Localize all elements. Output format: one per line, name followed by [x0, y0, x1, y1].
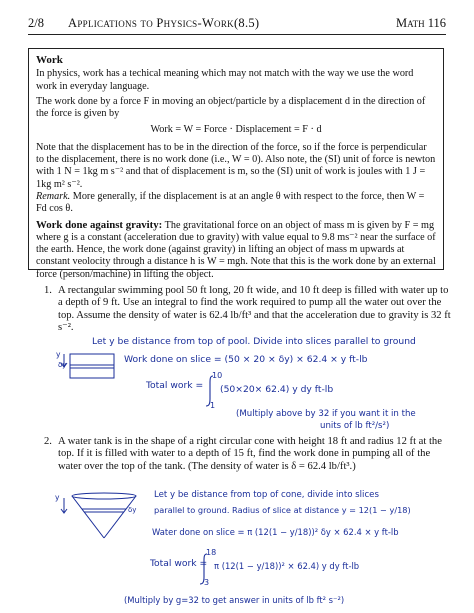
box-remark: [36, 191, 436, 216]
work-formula: Work = W = Force · Displacement = F · d: [150, 124, 322, 136]
work-definition-box: [28, 48, 444, 280]
course-label: Math 116: [395, 16, 446, 30]
page-header: [28, 14, 446, 35]
gravity-text: The gravitational force on an object of mass m is given by F = mg where g is a constant (acceleration due to gravity) with value equal to 9.8 ms⁻² near the surface of the earth. Hence, the work done (against gravity) in lifting an object of mass m upwards at constant veolocity through a distance h is W = mgh. Note that this is the work done by an external force (person/machine) in lifting the object.: [36, 219, 436, 280]
problem-2-number: 2.: [44, 436, 52, 447]
hw1-setup: Let y be distance from top of pool. Divide into slices parallel to ground: [92, 336, 416, 347]
problem-1-number: 1.: [44, 285, 52, 296]
remark-label: Remark.: [36, 190, 71, 202]
hw2-integral-upper: 18: [206, 548, 217, 557]
cone-sketch: [56, 490, 142, 542]
page-title: Applications to Physics-Work(8.5): [68, 16, 260, 30]
hw2-radius: parallel to ground. Radius of slice at distance y = 12(1 − y/18): [154, 505, 411, 515]
hw1-integral-lower: 1: [210, 401, 216, 410]
page-number: 2/8: [28, 16, 44, 30]
hw2-note: (Multiply by g=32 to get answer in units of lb ft² s⁻²): [124, 595, 345, 605]
problem-1: [44, 285, 454, 335]
cone-y-label: y: [55, 493, 60, 502]
remark-text: More generally, if the displacement is at an angle θ with respect to the force, then W = Fd cos θ.: [36, 190, 425, 215]
gravity-label: Work done against gravity:: [36, 218, 163, 231]
problem-2: [44, 436, 454, 486]
cone-dy-label: δy: [128, 506, 137, 514]
hw2-integral-lower: 3: [204, 578, 210, 587]
hw1-integrand: (50×20× 62.4) y dy ft-lb: [220, 384, 334, 395]
hw2-total-label: Total work =: [150, 558, 208, 569]
hw2-setup: Let y be distance from top of cone, divide into slices: [154, 490, 379, 500]
box-definition: The work done by a force F in moving an object/particle by a displacement d in the direction of the force is given by: [36, 95, 426, 120]
hw2-slice-work: Water done on slice = π (12(1 − y/18))² δy × 62.4 × y ft-lb: [152, 527, 399, 537]
pool-y-label: y: [56, 350, 61, 359]
hw2-integrand: π (12(1 − y/18))² × 62.4) y dy ft-lb: [214, 561, 360, 571]
box-note: Note that the displacement has to be in the direction of the force, so if the force is perpendicular to the displacement, there is no work done (i.e., W = 0). Also note, the (SI) unit of force is newton with 1 N = 1kg m s⁻² and that of displacement is m, so the (SI) unit of work is joules with 1 J = 1kg m² s⁻².: [36, 141, 436, 190]
hw1-note-line1: (Multiply above by 32 if you want it in the: [236, 409, 416, 419]
problem-2-text: A water tank is in the shape of a right circular cone with height 18 ft and radius 12 ft at the top. If it is filled with water to a depth of 15 ft, find the work done in pumping all of the water over the top of the tank. (The density of water is δ = 62.4 lb/ft³.): [58, 436, 442, 472]
hw1-integral-upper: 10: [212, 371, 223, 380]
problem-1-text: A rectangular swimming pool 50 ft long, 20 ft wide, and 10 ft deep is filled with water up to a depth of 9 ft. Use an integral to find the work required to pump all the water out over the top. Assume the density of water is 62.4 lb/ft³ and that the acceleration due to gravity is 32 ft s⁻².: [58, 285, 451, 334]
box-heading: Work: [36, 54, 63, 66]
hw1-note-line2: units of lb ft²/s²): [320, 421, 390, 431]
pool-dy-label: δy: [58, 361, 67, 369]
box-gravity: [36, 219, 436, 281]
hw1-total-label: Total work =: [146, 380, 204, 391]
box-intro: In physics, work has a techical meaning which may not match with the way we use the word work in everyday language.: [36, 68, 414, 92]
hw1-slice-work: Work done on slice = (50 × 20 × δy) × 62.4 × y ft-lb: [124, 354, 368, 365]
